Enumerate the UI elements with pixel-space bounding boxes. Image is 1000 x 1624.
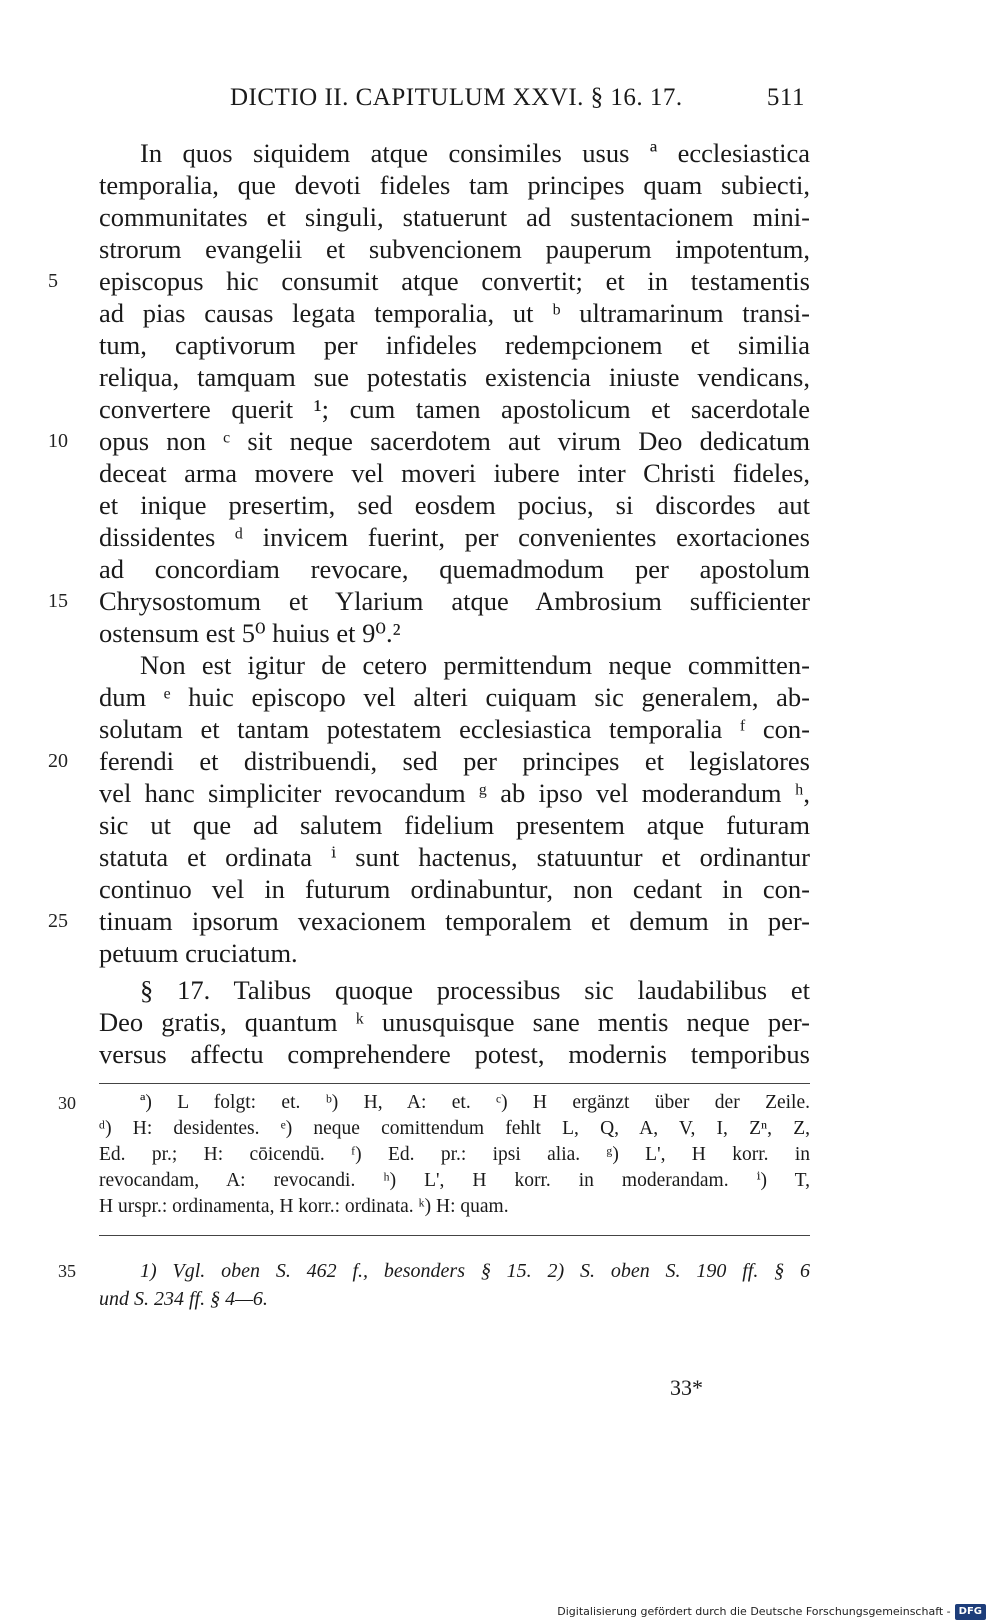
line-number: 15 bbox=[48, 590, 68, 612]
text-line: ad concordiam revocare, quemadmodum per apostolum bbox=[99, 554, 810, 584]
text-line: dum ᵉ huic episcopo vel alteri cuiquam sic generalem, ab- bbox=[99, 682, 810, 712]
text-line: et inique presertim, sed eosdem pocius, si discordes aut bbox=[99, 490, 810, 520]
apparatus-line: ᵈ) H: desidentes. ᵉ) neque comittendum fehlt L, Q, A, V, I, Zⁿ, Z, bbox=[99, 1118, 810, 1139]
footer-text: Digitalisierung gefördert durch die Deutsche Forschungsgemeinschaft - bbox=[557, 1605, 951, 1618]
text-line: continuo vel in futurum ordinabuntur, non cedant in con- bbox=[99, 874, 810, 904]
text-line: § 17. Talibus quoque processibus sic laudabilibus et bbox=[140, 975, 810, 1005]
line-number: 20 bbox=[48, 750, 68, 772]
dfg-logo: DFG bbox=[955, 1604, 986, 1620]
text-line: ferendi et distribuendi, sed per principes et legislatores bbox=[99, 746, 810, 776]
footnote-line: 1) Vgl. oben S. 462 f., besonders § 15. 2) S. oben S. 190 ff. § 6 bbox=[140, 1260, 810, 1282]
text-line: solutam et tantam potestatem ecclesiastica temporalia ᶠ con- bbox=[99, 714, 810, 744]
text-line: deceat arma movere vel moveri iubere inter Christi fideles, bbox=[99, 458, 810, 488]
text-line: opus non ᶜ sit neque sacerdotem aut virum Deo dedicatum bbox=[99, 426, 810, 456]
text-line: versus affectu comprehendere potest, modernis temporibus bbox=[99, 1039, 810, 1069]
text-line: strorum evangelii et subvencionem pauperum impotentum, bbox=[99, 234, 810, 264]
text-line: episcopus hic consumit atque convertit; et in testamentis bbox=[99, 266, 810, 296]
line-number: 25 bbox=[48, 910, 68, 932]
line-number: 30 bbox=[58, 1093, 76, 1113]
notes-divider bbox=[99, 1235, 810, 1236]
text-line: reliqua, tamquam sue potestatis existencia iniuste vendicans, bbox=[99, 362, 810, 392]
page-number: 511 bbox=[766, 84, 805, 111]
apparatus-line: ª) L folgt: et. ᵇ) H, A: et. ᶜ) H ergänzt über der Zeile. bbox=[140, 1092, 810, 1113]
text-line: Chrysostomum et Ylarium atque Ambrosium sufficienter bbox=[99, 586, 810, 616]
apparatus-line: H urspr.: ordinamenta, H korr.: ordinata. ᵏ) H: quam. bbox=[99, 1196, 509, 1217]
text-line: In quos siquidem atque consimiles usus ª ecclesiastica bbox=[140, 138, 810, 168]
line-number: 10 bbox=[48, 430, 68, 452]
text-line: sic ut que ad salutem fidelium presentem atque futuram bbox=[99, 810, 810, 840]
digitization-footer bbox=[557, 1603, 986, 1621]
text-line: dissidentes ᵈ invicem fuerint, per convenientes exortaciones bbox=[99, 522, 810, 552]
running-title: DICTIO II. CAPITULUM XXVI. § 16. 17. bbox=[230, 84, 683, 111]
text-line: tinuam ipsorum vexacionem temporalem et demum in per- bbox=[99, 906, 810, 936]
line-number: 35 bbox=[58, 1261, 76, 1281]
running-header bbox=[230, 84, 805, 120]
footnote-line: und S. 234 ff. § 4—6. bbox=[99, 1288, 268, 1310]
apparatus-line: revocandam, A: revocandi. ʰ) L', H korr. in moderandam. ⁱ) T, bbox=[99, 1170, 810, 1191]
signature-mark: 33* bbox=[670, 1375, 703, 1400]
apparatus-line: Ed. pr.; H: cōicendū. ᶠ) Ed. pr.: ipsi alia. ᵍ) L', H korr. in bbox=[99, 1144, 810, 1165]
text-line: convertere querit ¹; cum tamen apostolicum et sacerdotale bbox=[99, 394, 810, 424]
text-line: Non est igitur de cetero permittendum neque committen- bbox=[140, 650, 810, 680]
line-number: 5 bbox=[48, 270, 58, 292]
text-line: vel hanc simpliciter revocandum ᵍ ab ipso vel moderandum ʰ, bbox=[99, 778, 810, 808]
text-line: ostensum est 5⁰ huius et 9⁰.² bbox=[99, 618, 401, 648]
text-line: statuta et ordinata ⁱ sunt hactenus, statuuntur et ordinantur bbox=[99, 842, 810, 872]
text-line: ad pias causas legata temporalia, ut ᵇ ultramarinum transi- bbox=[99, 298, 810, 328]
text-line: tum, captivorum per infideles redempcionem et similia bbox=[99, 330, 810, 360]
text-line: temporalia, que devoti fideles tam principes quam subiecti, bbox=[99, 170, 810, 200]
text-line: communitates et singuli, statuerunt ad sustentacionem mini- bbox=[99, 202, 810, 232]
text-line: petuum cruciatum. bbox=[99, 938, 298, 968]
apparatus-divider bbox=[99, 1083, 810, 1084]
text-line: Deo gratis, quantum ᵏ unusquisque sane mentis neque per- bbox=[99, 1007, 810, 1037]
